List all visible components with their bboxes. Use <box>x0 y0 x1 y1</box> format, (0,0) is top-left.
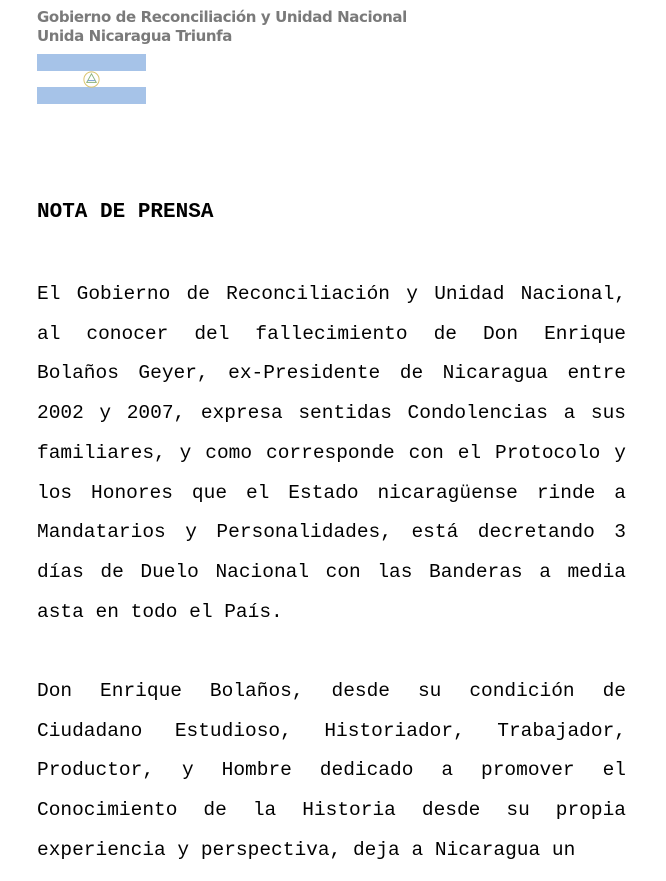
letterhead-line-1: Gobierno de Reconciliación y Unidad Nacional <box>37 8 407 26</box>
flag-emblem-icon <box>82 70 101 89</box>
flag-bottom-band <box>37 87 146 104</box>
nicaragua-flag-icon <box>37 54 146 104</box>
paragraph-1: El Gobierno de Reconciliación y Unidad Nacional, al conocer del fallecimiento de Don Enrique Bolaños Geyer, ex-Presidente de Nicaragua entre 2002 y 2007, expresa sentidas Condolencias a sus familiares, y como corresponde con el Protocolo y los Honores que el Estado nicaragüense rinde a Mandatarios y Personalidades, está decretando 3 días de Duelo Nacional con las Banderas a media asta en todo el País. <box>37 283 626 623</box>
letterhead <box>37 8 407 46</box>
flag-top-band <box>37 54 146 71</box>
paragraph-2: Don Enrique Bolaños, desde su condición de Ciudadano Estudioso, Historiador, Trabajador, Productor, y Hombre dedicado a promover el Conocimiento de la Historia desde su propia experiencia y perspectiva, deja a Nicaragua un <box>37 680 626 861</box>
letterhead-line-2: Unida Nicaragua Triunfa <box>37 27 232 45</box>
page-title: NOTA DE PRENSA <box>37 201 214 224</box>
